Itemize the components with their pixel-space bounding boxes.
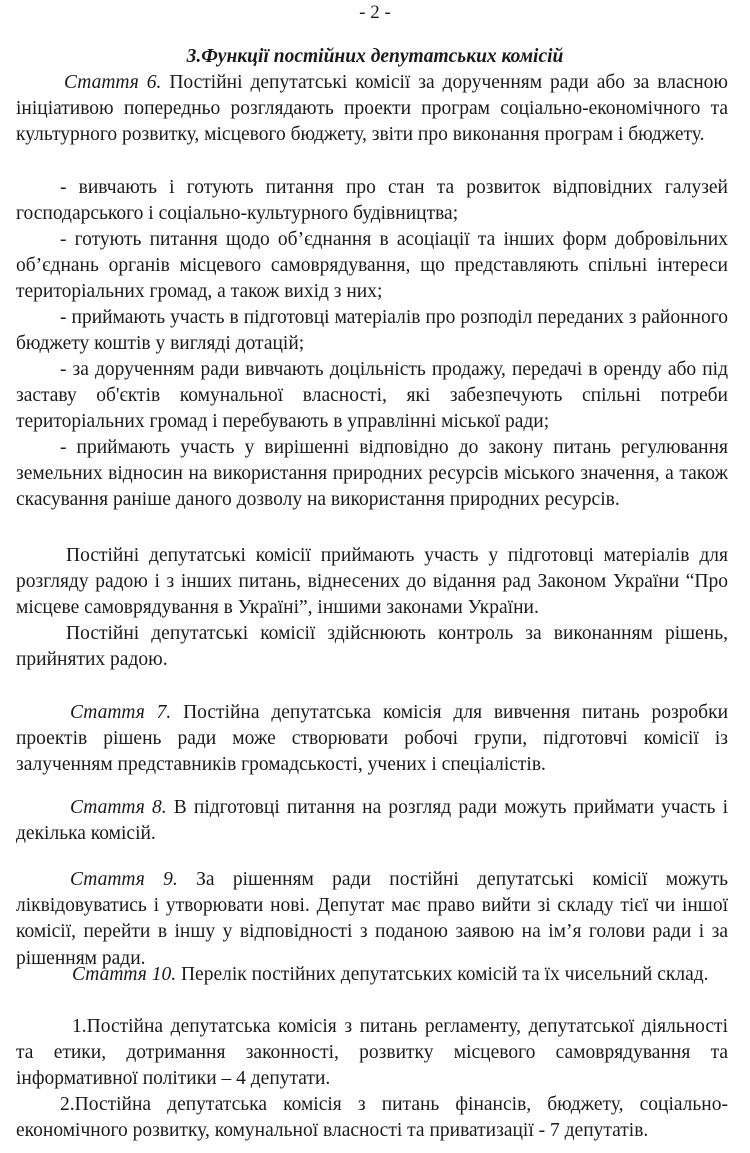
article-6 xyxy=(16,70,728,149)
article-8 xyxy=(16,795,728,847)
article-6-bullet: - приймають участь в підготовці матеріалів про розподіл переданих з районного бюджету коштів у вигляді дотацій; xyxy=(16,307,728,355)
article-6-text: Постійні депутатські комісії за дорученням ради або за власною ініціативою попередньо розглядають проекти програм соціально-економічного та культурного розвитку, місцевого бюджету, звіти про виконання програм і бюджету. xyxy=(16,72,729,146)
commission-list-item: 1.Постійна депутатська комісія з питань регламенту, депутатської діяльності та етики, дотримання законності, розвитку місцевого самоврядування та інформативної політики – 4 депутати. xyxy=(16,1016,728,1090)
participation-paragraph: Постійні депутатські комісії приймають участь у підготовці матеріалів для розгляду радою і з інших питань, віднесених до відання рад Законом України “Про місцеве самоврядування в Україні”, іншими законами України. xyxy=(16,545,728,619)
article-6-bullet: - вивчають і готують питання про стан та розвиток відповідних галузей господарського і соціально-культурного будівництва; xyxy=(16,177,728,225)
article-6-bullet: - готують питання щодо об’єднання в асоціації та інших форм добровільних об’єднань органів місцевого самоврядування, що представляють спільні інтереси територіальних громад, а також вихід з них; xyxy=(16,229,728,303)
article-8-label: Стаття 8. xyxy=(70,797,167,818)
article-9-text: За рішенням ради постійні депутатські комісії можуть ліквідовуватись і утворювати нові. Депутат має право вийти зі складу тієї чи іншої комісії, перейти в іншу у відповідності з поданою заявою на ім’я голови ради і за рішенням ради. xyxy=(16,869,728,969)
article-10 xyxy=(16,962,728,988)
section-title: 3.Функції постійних депутатських комісій xyxy=(186,46,564,67)
article-6-bullet: - приймають участь у вирішенні відповідно до закону питань регулювання земельних відносин на використання природних ресурсів міського значення, а також скасування раніше даного дозволу на використання природних ресурсів. xyxy=(16,437,728,511)
article-10-text: Перелік постійних депутатських комісій та їх чисельний склад. xyxy=(180,964,709,985)
article-6-label: Стаття 6. xyxy=(64,72,162,93)
article-7 xyxy=(16,700,728,779)
article-9 xyxy=(16,867,728,972)
article-7-text: Постійна депутатська комісія для вивчення питань розробки проектів рішень ради може створювати робочі групи, підготовчі комісії із залученням представників громадськості, учених і спеціалістів. xyxy=(16,702,729,776)
commission-list-item: 2.Постійна депутатська комісія з питань фінансів, бюджету, соціально-економічного розвитку, комунальної власності та приватизації - 7 депутатів. xyxy=(16,1094,728,1142)
page-number: - 2 - xyxy=(359,2,391,23)
article-8-text: В підготовці питання на розгляд ради можуть приймати участь і декілька комісій. xyxy=(16,797,728,845)
control-paragraph: Постійні депутатські комісії здійснюють контроль за виконанням рішень, прийнятих радою. xyxy=(16,623,728,671)
article-7-label: Стаття 7. xyxy=(70,702,172,723)
article-9-label: Стаття 9. xyxy=(70,869,178,890)
article-10-label: Стаття 10. xyxy=(72,964,177,985)
article-6-bullet: - за дорученням ради вивчають доцільність продажу, передачі в оренду або під заставу об'єктів комунальної власності, які забезпечують спільні потреби територіальних громад і перебувають в управлінні міської ради; xyxy=(16,359,728,433)
